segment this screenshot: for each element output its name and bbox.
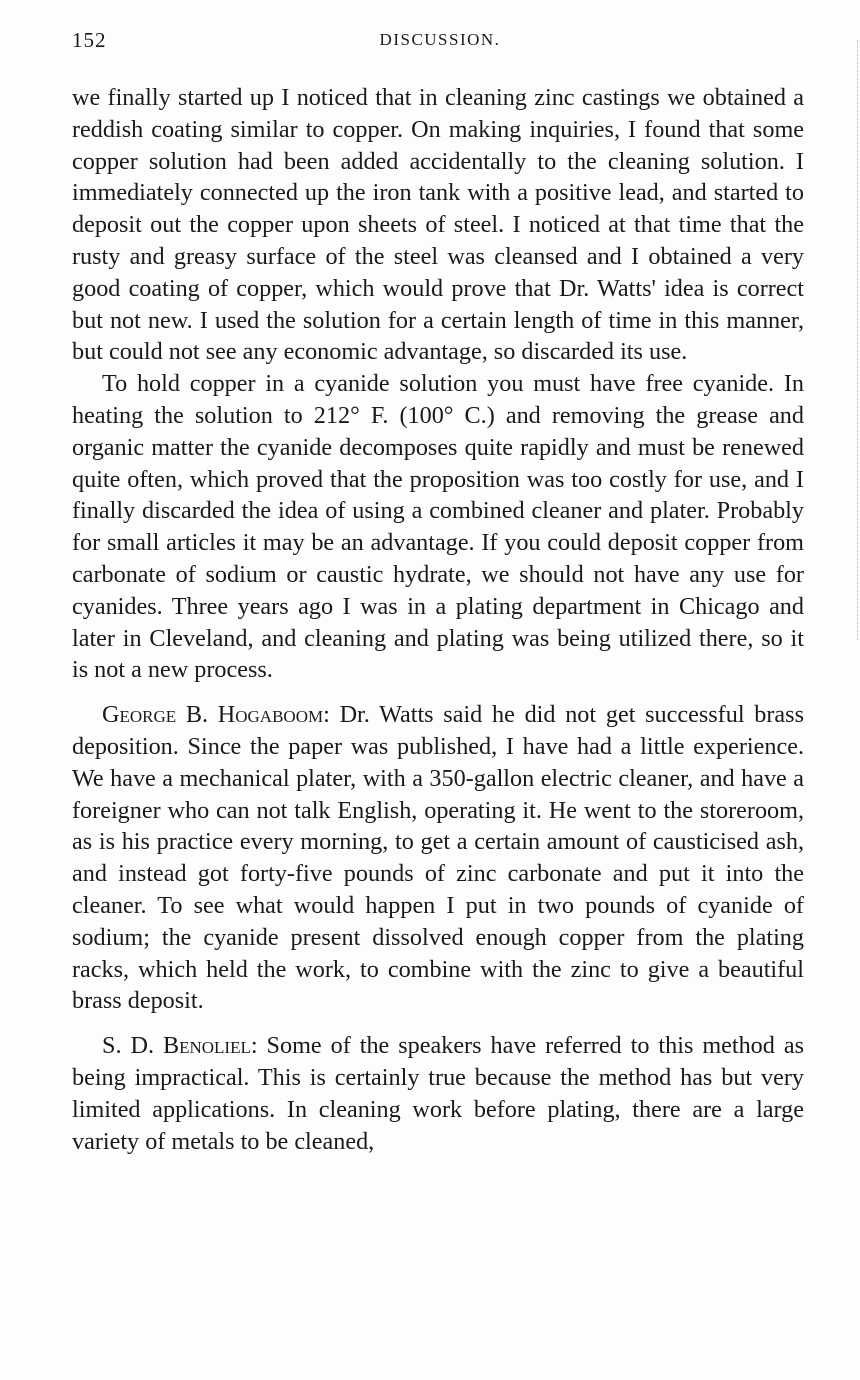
page-number: 152: [72, 28, 107, 52]
body-text: [72, 82, 804, 1157]
paragraph-benoliel: [72, 1030, 804, 1157]
paragraph-hogaboom: [72, 699, 804, 1017]
paragraph-text: Dr. Watts said he did not get successful brass deposition. Since the paper was published, I have had a little experience. We have a mechanical plater, with a 350-gallon electric cleaner, and have a foreigner who can not talk English, operating it. He went to the storeroom, as is his practice every morning, to get a certain amount of causticised ash, and instead got forty-five pounds of zinc carbonate and put it into the cleaner. To see what would happen I put in two pounds of cyanide of sodium; the cyanide present dissolved enough copper from the plating racks, which held the work, to combine with the zinc to give a beautiful brass deposit.: [72, 701, 804, 1015]
paragraph-text: Some of the speakers have referred to this method as being impractical. This is certainly true because the method has but very limited applications. In cleaning work before plating, there are a large variety of metals to be cleaned,: [72, 1032, 804, 1155]
paragraph-continued: [72, 82, 804, 368]
speaker-name: S. D. Benoliel:: [102, 1032, 258, 1060]
paragraph-cyanide: [72, 368, 804, 686]
page-edge-marks: [855, 40, 858, 640]
running-head: [72, 28, 808, 58]
running-title: DISCUSSION.: [379, 30, 501, 49]
speaker-name: George B. Hogaboom:: [102, 701, 330, 729]
paragraph-text: To hold copper in a cyanide solution you must have free cyanide. In heating the solution to 212° F. (100° C.) and removing the grease and organic matter the cyanide decomposes quite rapidly and must be renewed quite often, which proved that the proposition was too costly for use, and I finally discarded the idea of using a combined cleaner and plater. Probably for small articles it may be an advantage. If you could deposit copper from carbonate of sodium or caustic hydrate, we should not have any use for cyanides. Three years ago I was in a plating department in Chicago and later in Cleveland, and cleaning and plating was being utilized there, so it is not a new process.: [72, 370, 804, 684]
paragraph-text: we finally started up I noticed that in cleaning zinc castings we obtained a reddish coating similar to copper. On making inquiries, I found that some copper solution had been added accidentally to the cleaning solution. I immediately connected up the iron tank with a positive lead, and started to deposit out the copper upon sheets of steel. I noticed at that time that the rusty and greasy surface of the steel was cleansed and I obtained a very good coating of copper, which would prove that Dr. Watts' idea is correct but not new. I used the solution for a certain length of time in this manner, but could not see any economic advantage, so discarded its use.: [72, 84, 804, 366]
